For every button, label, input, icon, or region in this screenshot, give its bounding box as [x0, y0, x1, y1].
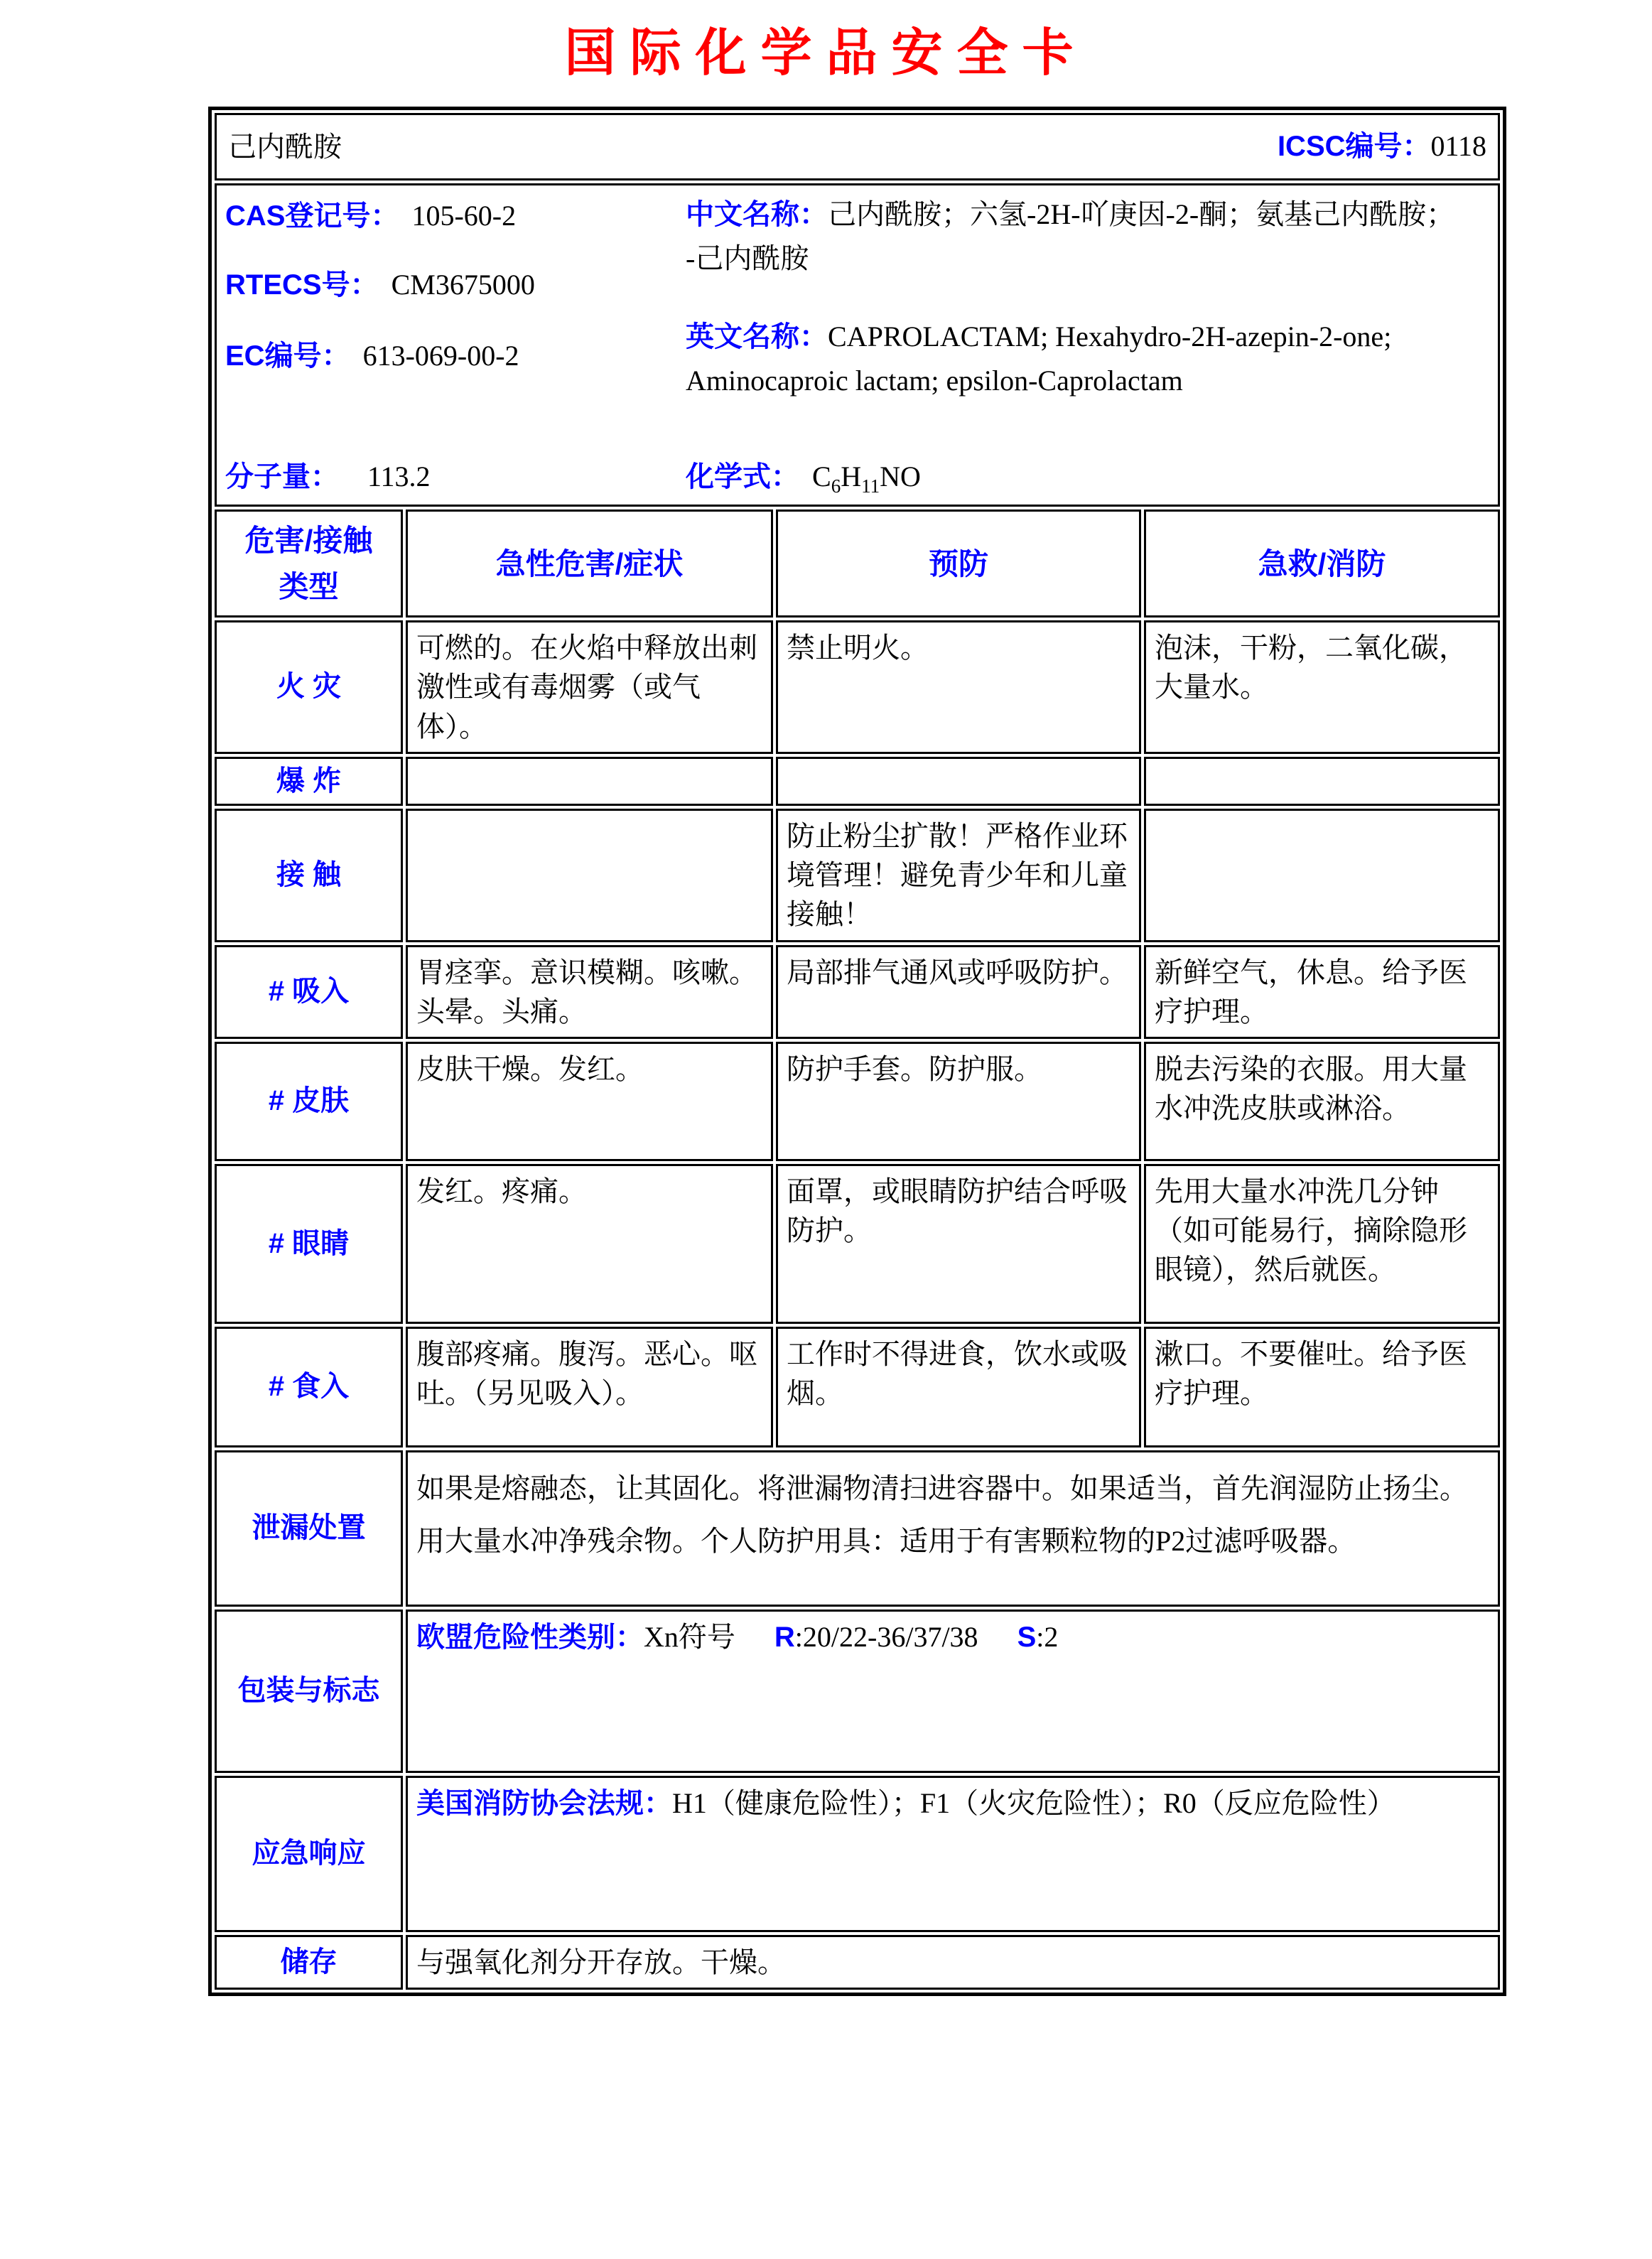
s-phrase-label: S — [1017, 1621, 1037, 1653]
substance-name: 己内酰胺 — [228, 130, 342, 163]
explosion-row — [215, 757, 1500, 806]
ingestion-row — [215, 1327, 1500, 1447]
header-prevention: 预防 — [776, 510, 1141, 618]
storage-type-cell: 储存 — [215, 1935, 403, 1990]
ec-label: EC编号： — [225, 340, 350, 372]
fire-prevention-cell: 禁止明火。 — [776, 620, 1141, 754]
spillage-row — [215, 1450, 1500, 1607]
header-acute-symptoms: 急性危害/症状 — [406, 510, 773, 618]
ingestion-response-cell: 漱口。不要催吐。给予医疗护理。 — [1144, 1327, 1500, 1447]
chinese-name-value: 己内酰胺；六氢-2H-吖庚因-2-酮；氨基己内酰胺； -己内酰胺 — [686, 198, 1455, 274]
name-cell — [215, 113, 1500, 180]
inhalation-prevention-cell: 局部排气通风或呼吸防护。 — [776, 945, 1141, 1039]
rtecs-label: RTECS号： — [225, 269, 379, 301]
header-hazard-type-line2: 类型 — [279, 570, 339, 604]
ingestion-type-cell: # 食入 — [215, 1327, 403, 1447]
molecular-weight-label: 分子量： — [225, 461, 339, 492]
chinese-name — [686, 193, 1464, 281]
storage-text-cell: 与强氧化剂分开存放。干燥。 — [406, 1935, 1500, 1990]
explosion-response-cell — [1144, 757, 1500, 806]
contact-prevention-cell: 防止粉尘扩散！严格作业环境管理！避免青少年和儿童接触！ — [776, 809, 1141, 942]
explosion-type-cell: 爆 炸 — [215, 757, 403, 806]
packaging-text-cell — [406, 1610, 1500, 1773]
eyes-row — [215, 1164, 1500, 1324]
formula-c: C — [812, 460, 831, 492]
ec-value: 613-069-00-2 — [362, 340, 519, 372]
inhalation-symptoms-cell: 胃痉挛。意识模糊。咳嗽。头晕。头痛。 — [406, 945, 773, 1039]
header-hazard-type-line1: 危害/接触 — [244, 524, 373, 557]
cas-number — [225, 196, 516, 236]
explosion-symptoms-cell — [406, 757, 773, 806]
emergency-type-cell: 应急响应 — [215, 1776, 403, 1932]
emergency-text-cell — [406, 1776, 1500, 1932]
english-name — [686, 315, 1471, 403]
contact-symptoms-cell — [406, 809, 773, 942]
inhalation-type-cell: # 吸入 — [215, 945, 403, 1039]
cas-value: 105-60-2 — [411, 200, 517, 232]
packaging-type-cell: 包装与标志 — [215, 1610, 403, 1773]
r-phrase-label: R — [774, 1621, 795, 1653]
formula-tail: NO — [880, 460, 921, 492]
ingestion-prevention-cell: 工作时不得进食，饮水或吸烟。 — [776, 1327, 1141, 1447]
identification-row — [215, 183, 1500, 507]
nfpa-value: H1（健康危险性）；F1（火灾危险性）；R0（反应危险性） — [672, 1786, 1395, 1819]
skin-symptoms-cell: 皮肤干燥。发红。 — [406, 1042, 773, 1161]
rtecs-value: CM3675000 — [391, 269, 535, 301]
inhalation-row — [215, 945, 1500, 1039]
fire-symptoms-cell: 可燃的。在火焰中释放出刺激性或有毒烟雾（或气体）。 — [406, 620, 773, 754]
english-name-label: 英文名称： — [686, 321, 828, 352]
identification-cell — [215, 183, 1500, 507]
name-row — [215, 113, 1500, 180]
spillage-type-cell: 泄漏处置 — [215, 1450, 403, 1607]
eyes-symptoms-cell: 发红。疼痛。 — [406, 1164, 773, 1324]
emergency-row — [215, 1776, 1500, 1932]
molecular-weight-value: 113.2 — [367, 460, 431, 492]
page-title: 国际化学品安全卡 — [564, 25, 1088, 82]
chinese-name-label: 中文名称： — [686, 199, 828, 230]
nfpa-label: 美国消防协会法规： — [416, 1787, 672, 1819]
formula-h-subscript: 11 — [861, 475, 880, 497]
header-first-aid: 急救/消防 — [1144, 510, 1500, 618]
eyes-type-cell: # 眼睛 — [215, 1164, 403, 1324]
safety-card-table — [208, 107, 1506, 1996]
eyes-response-cell: 先用大量水冲洗几分钟（如可能易行，摘除隐形眼镜），然后就医。 — [1144, 1164, 1500, 1324]
chemical-formula-label: 化学式： — [686, 461, 799, 492]
skin-row — [215, 1042, 1500, 1161]
contact-type-cell: 接 触 — [215, 809, 403, 942]
chemical-formula — [686, 457, 921, 497]
skin-response-cell: 脱去污染的衣服。用大量水冲洗皮肤或淋浴。 — [1144, 1042, 1500, 1161]
rtecs-number — [225, 265, 535, 305]
ec-number — [225, 336, 519, 376]
contact-row — [215, 809, 1500, 942]
safety-card — [208, 107, 1485, 1996]
eu-symbol-value: Xn符号 — [644, 1620, 735, 1653]
fire-row — [215, 620, 1500, 754]
skin-type-cell: # 皮肤 — [215, 1042, 403, 1161]
icsc-number-value: 0118 — [1430, 130, 1487, 163]
molecular-weight — [225, 457, 431, 497]
skin-prevention-cell: 防护手套。防护服。 — [776, 1042, 1141, 1161]
hazard-header-row — [215, 510, 1500, 618]
formula-h: H — [841, 460, 862, 492]
fire-response-cell: 泡沫，干粉，二氧化碳，大量水。 — [1144, 620, 1500, 754]
eyes-prevention-cell: 面罩，或眼睛防护结合呼吸防护。 — [776, 1164, 1141, 1324]
icsc-number-label: ICSC编号： — [1277, 131, 1431, 163]
english-name-value: CAPROLACTAM; Hexahydro-2H-azepin-2-one; Aminocaproic lactam; epsilon-Caprolactam — [686, 320, 1392, 397]
storage-row — [215, 1935, 1500, 1990]
packaging-row — [215, 1610, 1500, 1773]
ingestion-symptoms-cell: 腹部疼痛。腹泻。恶心。呕吐。（另见吸入）。 — [406, 1327, 773, 1447]
contact-response-cell — [1144, 809, 1500, 942]
inhalation-response-cell: 新鲜空气，休息。给予医疗护理。 — [1144, 945, 1500, 1039]
fire-type-cell: 火 灾 — [215, 620, 403, 754]
eu-classification-label: 欧盟危险性类别： — [416, 1621, 644, 1653]
r-phrase-value: :20/22-36/37/38 — [794, 1620, 978, 1653]
s-phrase-value: :2 — [1036, 1620, 1059, 1653]
formula-c-subscript: 6 — [831, 475, 841, 497]
spillage-text-cell: 如果是熔融态，让其固化。将泄漏物清扫进容器中。如果适当，首先润湿防止扬尘。用大量水冲净残余物。个人防护用具：适用于有害颗粒物的P2过滤呼吸器。 — [406, 1450, 1500, 1607]
cas-label: CAS登记号： — [225, 200, 399, 232]
explosion-prevention-cell — [776, 757, 1141, 806]
header-hazard-type — [215, 510, 403, 618]
